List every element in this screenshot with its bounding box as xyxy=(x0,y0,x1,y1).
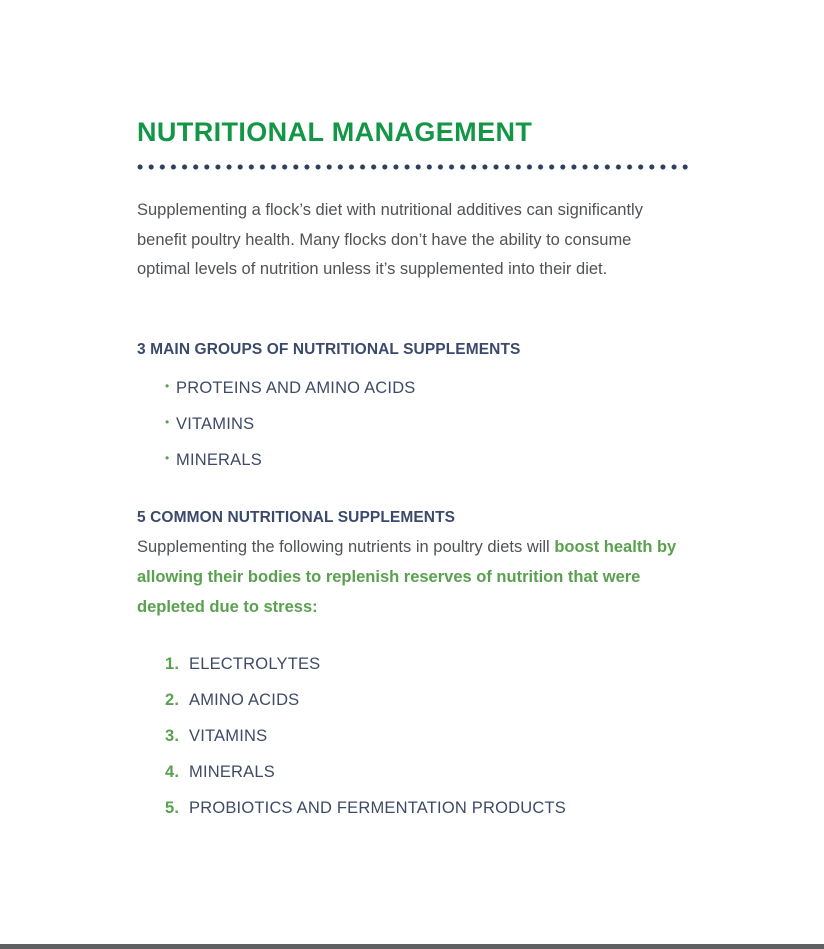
window-bottom-border xyxy=(0,944,824,949)
list-item-label: MINERALS xyxy=(189,763,275,781)
common-paragraph-highlight: boost health by allowing their bodies to replenish reserves of nutrition that were depleted due to stress: xyxy=(137,538,677,616)
list-item xyxy=(165,410,416,446)
list-number: 2. xyxy=(165,691,180,709)
common-list xyxy=(165,652,566,832)
bullet-icon: • xyxy=(165,379,170,393)
list-item-label: MINERALS xyxy=(176,451,262,469)
list-number: 4. xyxy=(165,763,180,781)
bullet-icon: • xyxy=(165,415,170,429)
list-item-label: ELECTROLYTES xyxy=(189,655,321,673)
list-item xyxy=(165,652,566,688)
dotted-divider xyxy=(137,164,690,170)
common-heading: 5 COMMON NUTRITIONAL SUPPLEMENTS xyxy=(137,509,456,526)
list-item-label: VITAMINS xyxy=(176,415,255,433)
list-item xyxy=(165,688,566,724)
common-paragraph-plain: Supplementing the following nutrients in poultry diets will xyxy=(137,538,555,556)
list-item-label: PROBIOTICS AND FERMENTATION PRODUCTS xyxy=(189,799,566,817)
list-number: 3. xyxy=(165,727,180,745)
groups-list xyxy=(165,374,416,482)
list-item xyxy=(165,374,416,410)
list-number: 5. xyxy=(165,799,180,817)
list-item-label: PROTEINS AND AMINO ACIDS xyxy=(176,379,416,397)
intro-paragraph: Supplementing a flock’s diet with nutritional additives can significantly benefit poultry health. Many flocks don’t have the ability to consume optimal levels of nutrition unless it’s supplemented into their diet. xyxy=(137,201,643,279)
list-number: 1. xyxy=(165,655,180,673)
list-item-label: AMINO ACIDS xyxy=(189,691,300,709)
list-item xyxy=(165,760,566,796)
list-item xyxy=(165,446,416,482)
bullet-icon: • xyxy=(165,451,170,465)
common-paragraph xyxy=(137,532,697,622)
list-item-label: VITAMINS xyxy=(189,727,268,745)
page-title: NUTRITIONAL MANAGEMENT xyxy=(137,117,533,147)
list-item xyxy=(165,796,566,832)
list-item xyxy=(165,724,566,760)
groups-heading: 3 MAIN GROUPS OF NUTRITIONAL SUPPLEMENTS xyxy=(137,341,521,358)
